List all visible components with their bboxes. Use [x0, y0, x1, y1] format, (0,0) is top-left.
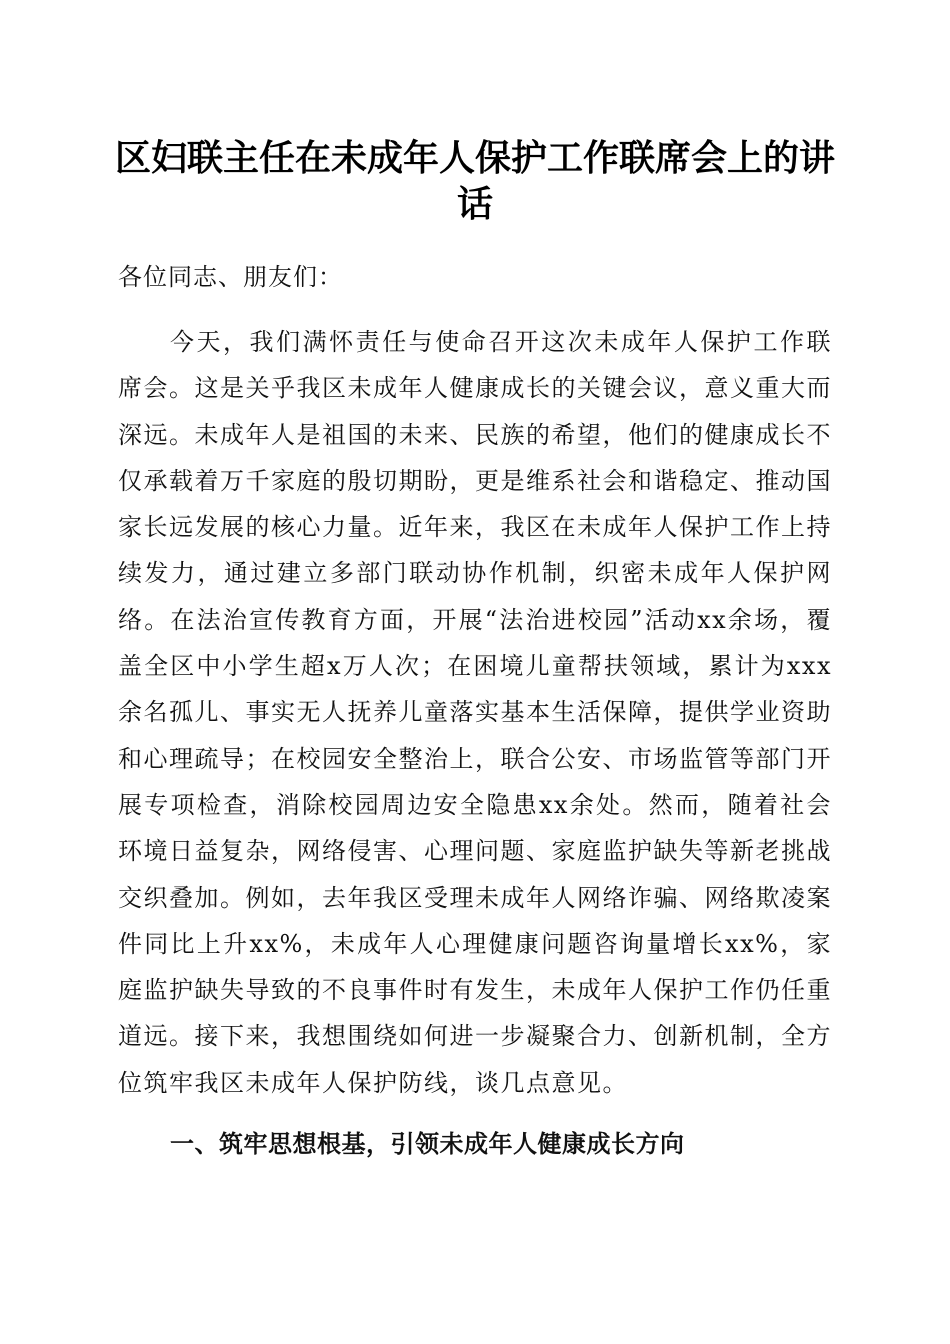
salutation: 各位同志、朋友们： — [118, 263, 343, 291]
section-heading: 一、筑牢思想根基，引领未成年人健康成长方向 — [170, 1130, 685, 1158]
document-title: 区妇联主任在未成年人保护工作联席会上的讲话 — [114, 137, 835, 225]
body-paragraph: 今天，我们满怀责任与使命召开这次未成年人保护工作联席会。这是关乎我区未成年人健康成长的关键会议，意义重大而深远。未成年人是祖国的未来、民族的希望，他们的健康成长不仅承载着万千家庭的殷切期盼，更是维系社会和谐稳定、推动国家长远发展的核心力量。近年来，我区在未成年人保护工作上持续发力，通过建立多部门联动协作机制，织密未成年人保护网络。在法治宣传教育方面，开展“法治进校园”活动xx余场，覆盖全区中小学生超x万人次；在困境儿童帮扶领域，累计为xxx余名孤儿、事实无人抚养儿童落实基本生活保障，提供学业资助和心理疏导；在校园安全整治上，联合公安、市场监管等部门开展专项检查，消除校园周边安全隐患xx余处。然而，随着社会环境日益复杂，网络侵害、心理问题、家庭监护缺失等新老挑战交织叠加。例如，去年我区受理未成年人网络诈骗、网络欺凌案件同比上升xx%，未成年人心理健康问题咨询量增长xx%，家庭监护缺失导致的不良事件时有发生，未成年人保护工作仍任重道远。接下来，我想围绕如何进一步凝聚合力、创新机制，全方位筑牢我区未成年人保护防线，谈几点意见。 — [118, 328, 832, 1097]
